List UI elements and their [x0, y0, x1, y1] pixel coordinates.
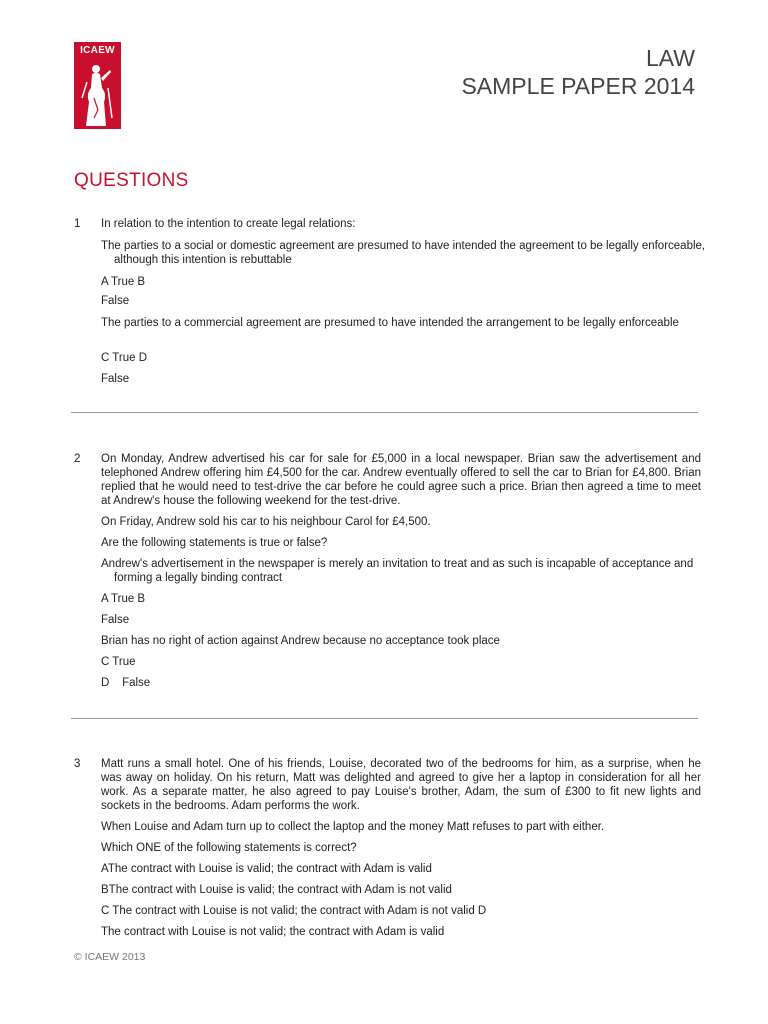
logo-text: ICAEW [80, 45, 115, 56]
question-2-friday: On Friday, Andrew sold his car to his neighbour Carol for £4,500. [101, 516, 431, 528]
question-2-scenario: On Monday, Andrew advertised his car for sale for £5,000 in a local newspaper. Brian saw the advertisement and telephoned Andrew offering him £4,500 for the car. Andrew eventually offered to sell the car to Brian for £4,800. Brian replied that he would need to test-drive the car before he could agree such a price. Brian then agreed a time to meet at Andrew's house the following weekend for the test-drive. [101, 453, 701, 507]
question-1-statement-2: The parties to a commercial agreement are presumed to have intended the arrangement to be legally enforceable [101, 317, 679, 329]
title-paper: SAMPLE PAPER 2014 [461, 73, 695, 99]
document-title [461, 44, 695, 100]
question-3-scenario: Matt runs a small hotel. One of his friends, Louise, decorated two of the bedrooms for him, as a surprise, when he was away on holiday. On his return, Matt was delighted and agreed to give her a laptop in consideration for all her work. As a separate matter, he also agreed to pay Louise's brother, Adam, the sum of £300 to fit new lights and sockets in the bedrooms. Adam performs the work. [101, 758, 701, 812]
question-1-number: 1 [74, 218, 81, 230]
question-3-option-c: C The contract with Louise is not valid; the contract with Adam is not valid D [101, 905, 487, 917]
question-1-statement-1: The parties to a social or domestic agreement are presumed to have intended the agreement to be legally enforceable, although this intention is rebuttable [101, 240, 706, 266]
section-heading: QUESTIONS [74, 170, 189, 191]
question-1-option-b: False [101, 295, 130, 307]
question-1-option-d: False [101, 373, 130, 385]
question-3-option-b: BThe contract with Louise is valid; the contract with Adam is not valid [101, 884, 452, 896]
title-subject: LAW [646, 45, 695, 71]
question-3-question: Which ONE of the following statements is correct? [101, 842, 357, 854]
question-divider [71, 718, 698, 719]
question-3-option-d: The contract with Louise is not valid; the contract with Adam is valid [101, 926, 445, 938]
copyright-footer: © ICAEW 2013 [74, 951, 146, 963]
question-3-option-a: AThe contract with Louise is valid; the contract with Adam is valid [101, 863, 432, 875]
question-2-number: 2 [74, 453, 81, 465]
question-2-option-d: D False [101, 677, 151, 689]
question-1-stem: In relation to the intention to create legal relations: [101, 218, 356, 230]
question-2-statement-2: Brian has no right of action against Andrew because no acceptance took place [101, 635, 500, 647]
question-2-option-b: False [101, 614, 130, 626]
figure-emblem-icon [74, 58, 121, 129]
question-2-option-a: A True B [101, 593, 146, 605]
icaew-logo [74, 42, 121, 129]
question-2-question: Are the following statements is true or false? [101, 537, 328, 549]
question-3-number: 3 [74, 758, 81, 770]
question-divider [71, 412, 698, 413]
question-2-statement-1: Andrew's advertisement in the newspaper is merely an invitation to treat and as such is incapable of acceptance and forming a legally binding contract [101, 558, 694, 584]
question-2-option-c: C True [101, 656, 136, 668]
question-3-followup: When Louise and Adam turn up to collect the laptop and the money Matt refuses to part with either. [101, 821, 605, 833]
question-1-option-c: C True D [101, 352, 148, 364]
question-1-option-a: A True B [101, 276, 146, 288]
